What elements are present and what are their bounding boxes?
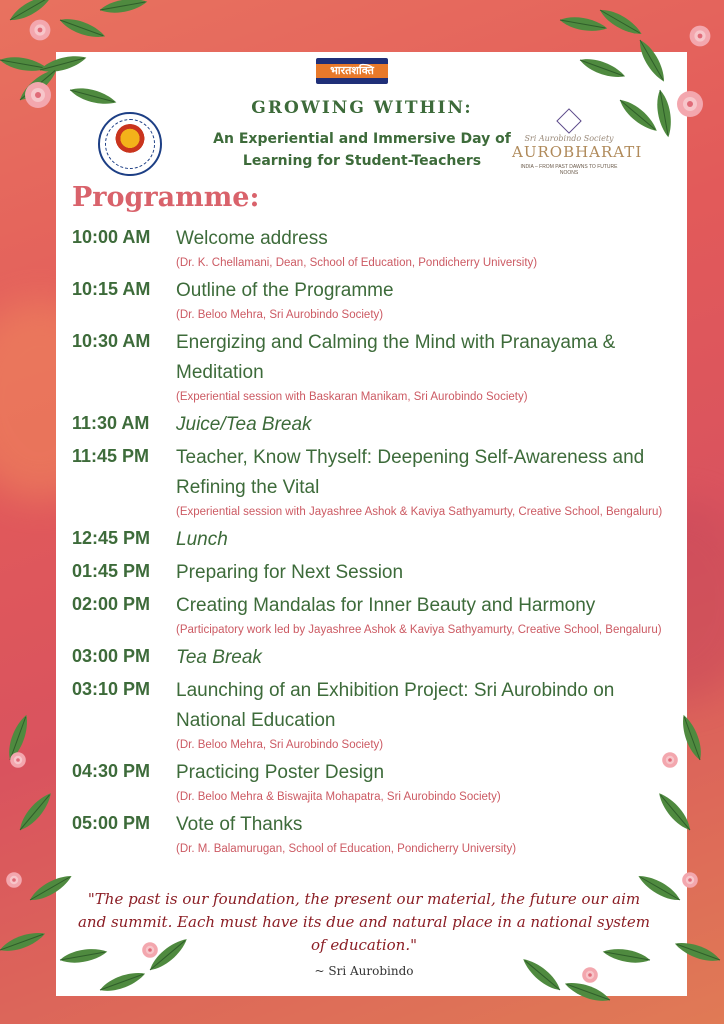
schedule-note: (Participatory work led by Jayashree Ashok & Kaviya Sathyamurty, Creative School, Bengaluru) xyxy=(176,624,662,636)
programme-heading: Programme: xyxy=(72,182,260,213)
schedule-note: (Dr. Beloo Mehra, Sri Aurobindo Society) xyxy=(176,739,384,751)
schedule-time: 03:00 PM xyxy=(72,646,151,666)
subtitle-line: Learning for Student-Teachers xyxy=(242,153,482,169)
schedule-row xyxy=(72,328,672,407)
schedule-list xyxy=(72,224,672,862)
schedule-time: 10:15 AM xyxy=(72,279,151,299)
schedule-event: Outline of the Programme xyxy=(176,280,394,301)
schedule-row xyxy=(72,410,672,440)
aurobharati-logo-tagline: INDIA – FROM PAST DAWNS TO FUTURE NOONS xyxy=(520,164,618,176)
pondicherry-university-logo xyxy=(98,112,162,176)
schedule-row xyxy=(72,443,672,522)
subtitle-line: An Experiential and Immersive Day of xyxy=(213,131,511,147)
schedule-event: Preparing for Next Session xyxy=(176,562,404,583)
closing-quote: "The past is our foundation, the present our material, the future our aim and summit. Each must have its due and natural place in a national system of education." xyxy=(77,890,651,954)
top-left-foliage xyxy=(0,0,148,108)
schedule-event: Juice/Tea Break xyxy=(176,414,312,435)
schedule-row xyxy=(72,676,672,755)
schedule-note: (Experiential session with Jayashree Ashok & Kaviya Sathyamurty, Creative School, Bengaluru) xyxy=(176,506,663,518)
schedule-time: 10:00 AM xyxy=(72,227,151,247)
schedule-event: Welcome address xyxy=(176,228,328,249)
schedule-time: 04:30 PM xyxy=(72,761,151,781)
schedule-time: 05:00 PM xyxy=(72,813,151,833)
schedule-row xyxy=(72,525,672,555)
aurobharati-logo-name: AUROBHARATI xyxy=(512,143,643,161)
society-emblem-icon xyxy=(556,108,581,133)
schedule-note: (Dr. M. Balamurugan, School of Education, Pondicherry University) xyxy=(176,843,517,855)
schedule-note: (Dr. K. Chellamani, Dean, School of Education, Pondicherry University) xyxy=(176,257,538,269)
schedule-row xyxy=(72,810,672,859)
schedule-time: 12:45 PM xyxy=(72,528,151,548)
schedule-note: (Experiential session with Baskaran Manikam, Sri Aurobindo Society) xyxy=(176,391,528,403)
bharatshakti-logo-text: भारतशक्ति xyxy=(330,64,374,77)
schedule-time: 10:30 AM xyxy=(72,331,151,351)
schedule-event: Practicing Poster Design xyxy=(176,762,385,783)
schedule-note: (Dr. Beloo Mehra & Biswajita Mohapatra, Sri Aurobindo Society) xyxy=(176,791,501,803)
schedule-time: 01:45 PM xyxy=(72,561,151,581)
schedule-event: Tea Break xyxy=(176,647,262,668)
schedule-time: 11:30 AM xyxy=(72,413,150,433)
schedule-event: Teacher, Know Thyself: Deepening Self-Awareness and Refining the Vital xyxy=(176,447,645,498)
schedule-event: Launching of an Exhibition Project: Sri Aurobindo on National Education xyxy=(176,680,615,731)
schedule-time: 03:10 PM xyxy=(72,679,151,699)
aurobharati-logo xyxy=(512,112,643,176)
aurobharati-logo-script: Sri Aurobindo Society xyxy=(524,134,614,143)
schedule-event: Energizing and Calming the Mind with Pranayama & Meditation xyxy=(176,332,616,383)
schedule-note: (Dr. Beloo Mehra, Sri Aurobindo Society) xyxy=(176,309,384,321)
quote-author: ~ Sri Aurobindo xyxy=(314,964,414,978)
schedule-event: Creating Mandalas for Inner Beauty and Harmony xyxy=(176,595,596,616)
schedule-row xyxy=(72,224,672,273)
page-title: GROWING WITHIN: xyxy=(251,98,473,118)
schedule-row xyxy=(72,276,672,325)
bharatshakti-logo xyxy=(316,58,388,84)
schedule-row xyxy=(72,643,672,673)
schedule-time: 11:45 PM xyxy=(72,446,150,466)
schedule-event: Vote of Thanks xyxy=(176,814,303,835)
schedule-event: Lunch xyxy=(176,529,228,550)
page-subtitle xyxy=(200,128,524,172)
schedule-row xyxy=(72,558,672,588)
schedule-row xyxy=(72,591,672,640)
schedule-time: 02:00 PM xyxy=(72,594,151,614)
schedule-row xyxy=(72,758,672,807)
